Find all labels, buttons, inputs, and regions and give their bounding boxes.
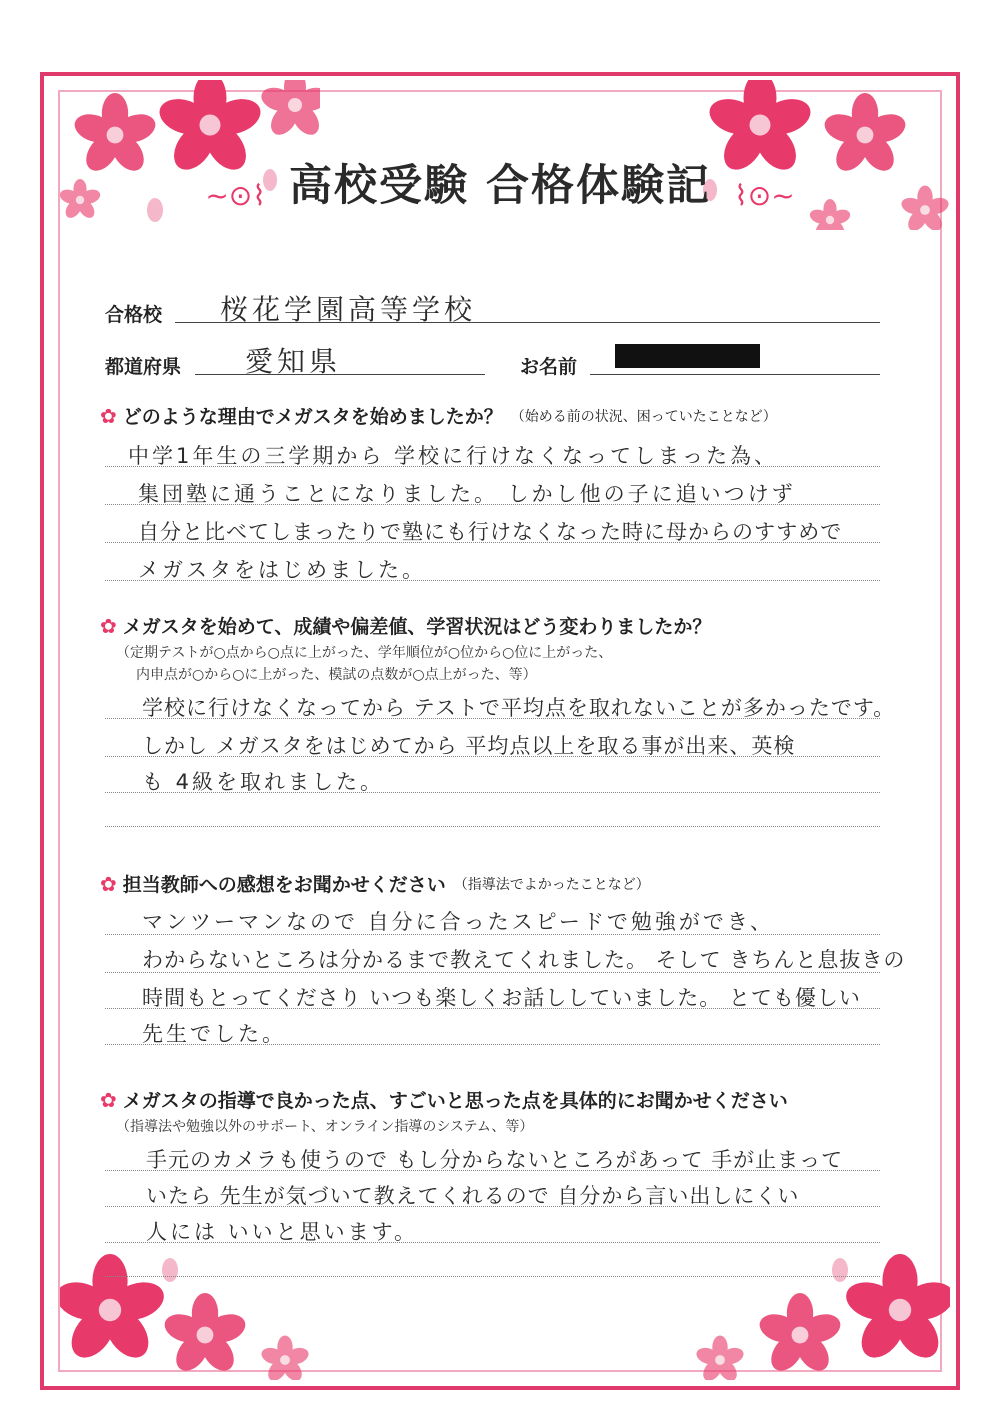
flower-bullet-icon: ✿	[100, 613, 117, 638]
answer-3-line-4: 先生でした。	[142, 1022, 286, 1046]
flower-bullet-icon: ✿	[100, 403, 117, 428]
cherry-blossom-decoration-bottom-right	[690, 1240, 950, 1380]
flower-bullet-icon: ✿	[100, 1087, 117, 1112]
answer-1-line-1: 中学1年生の三学期から 学校に行けなくなってしまった為、	[128, 444, 779, 468]
ruled-line	[105, 826, 880, 827]
answer-3-line-1: マンツーマンなので 自分に合ったスピードで勉強ができ、	[142, 910, 774, 934]
prefecture-label: 都道府県	[105, 356, 182, 378]
prefecture-underline	[195, 374, 485, 375]
question-1-title: ✿ どのような理由でメガスタを始めましたか？ （始める前の状況、困っていたことなど）	[100, 403, 777, 428]
cherry-blossom-decoration-bottom-left	[60, 1240, 320, 1380]
answer-1-line-2: 集団塾に通うことになりました。 しかし他の子に追いつけず	[138, 482, 796, 506]
answer-3-line-3: 時間もとってくださり いつも楽しくお話ししていました。 とても優しい	[142, 986, 861, 1010]
answer-4-line-2: いたら 先生が気づいて教えてくれるので 自分から言い出しにくい	[146, 1184, 800, 1208]
question-3-title: ✿ 担当教師への感想をお聞かせください （指導法でよかったことなど）	[100, 871, 650, 896]
question-4-title: ✿ メガスタの指導で良かった点、すごいと思った点を具体的にお聞かせください	[100, 1087, 788, 1112]
answer-1-line-4: メガスタをはじめました。	[138, 558, 426, 582]
ruled-line	[105, 1276, 880, 1277]
prefecture-value: 愛知県	[245, 345, 342, 378]
name-redaction	[615, 344, 760, 368]
school-underline	[175, 322, 880, 323]
question-2-note-2: 内申点が○から○に上がった、模試の点数が○点上がった、等）	[136, 667, 537, 683]
answer-3-line-2: わからないところは分かるまで教えてくれました。 そして きちんと息抜きの	[142, 948, 906, 972]
title-bar	[0, 152, 1000, 213]
answer-2-line-1: 学校に行けなくなってから テストで平均点を取れないことが多かったです。	[142, 696, 896, 720]
answer-4-line-3: 人には いいと思います。	[146, 1220, 418, 1244]
answer-2-line-2: しかし メガスタをはじめてから 平均点以上を取る事が出来、英検	[142, 734, 796, 758]
page-title: 高校受験 合格体験記	[289, 161, 711, 211]
left-swirl-ornament: ~⊙⌇	[205, 179, 266, 212]
school-value: 桜花学園高等学校	[220, 293, 477, 326]
flower-bullet-icon: ✿	[100, 871, 117, 896]
answer-2-line-3: も 4級を取れました。	[142, 770, 385, 794]
right-swirl-ornament: ⌇⊙~	[734, 179, 795, 212]
answer-1-line-3: 自分と比べてしまったりで塾にも行けなくなった時に母からのすすめで	[138, 520, 843, 544]
question-2-title: ✿ メガスタを始めて、成績や偏差値、学習状況はどう変わりましたか？	[100, 613, 712, 638]
answer-4-line-1: 手元のカメラも使うので もし分からないところがあって 手が止まって	[146, 1148, 844, 1172]
question-4-note-1: （指導法や勉強以外のサポート、オンライン指導のシステム、等）	[116, 1119, 534, 1135]
name-underline	[590, 374, 880, 375]
name-label: お名前	[520, 356, 578, 378]
question-2-note-1: （定期テストが○点から○点に上がった、学年順位が○位から○位に上がった、	[116, 645, 613, 661]
school-label: 合格校	[105, 304, 163, 326]
